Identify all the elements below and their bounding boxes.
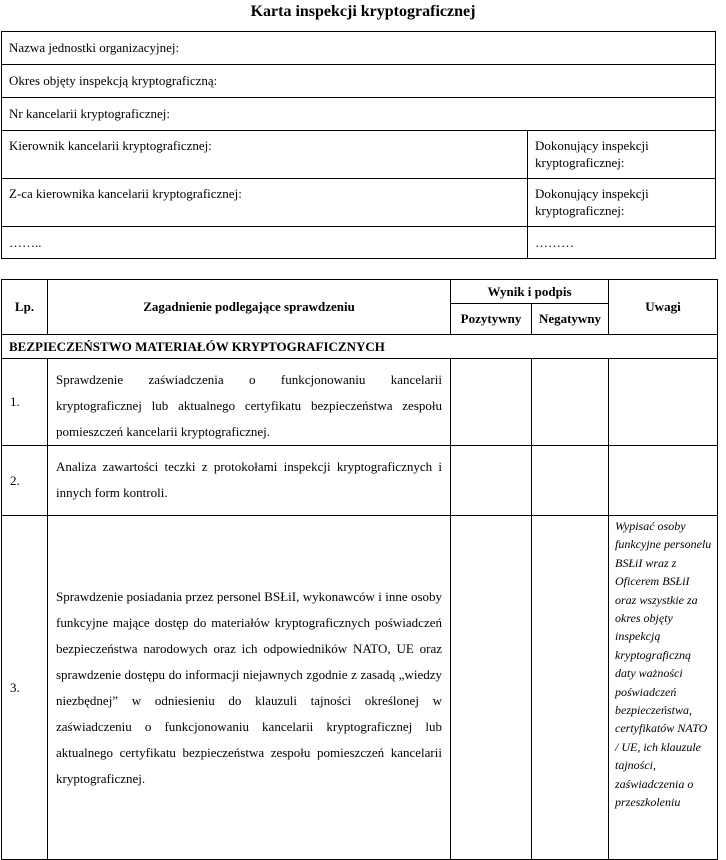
inspection-info-table	[1, 31, 716, 259]
checklist-table	[1, 279, 718, 860]
unit-name-field[interactable]: Nazwa jednostki organizacyjnej:	[2, 32, 716, 65]
negative-cell[interactable]	[532, 359, 609, 446]
info-row-head	[2, 131, 716, 179]
head-inspector-field[interactable]: Dokonujący inspekcji kryptograficznej:	[528, 131, 716, 179]
period-field[interactable]: Okres objęty inspekcją kryptograficzną:	[2, 65, 716, 98]
deputy-field[interactable]: Z-ca kierownika kancelarii kryptograficznej:	[2, 179, 528, 227]
row-description: Sprawdzenie posiadania przez personel BSŁiI, wykonawców i inne osoby funkcyjne mające dostęp do materiałów kryptograficznych poświadczeń bezpieczeństwa narodowych oraz ich odpowiedników NATO, UE oraz sprawdzenie dostępu do informacji niejawnych zgodnie z zasadą „wiedzy niezbędnej” w odniesieniu do klauzuli tajności określonej w zaświadczeniu o funkcjonowaniu kancelarii kryptograficznej lub aktualnego certyfikatu bezpieczeństwa zespołu pomieszczeń kancelarii kryptograficznej.	[48, 516, 451, 860]
column-header-result: Wynik i podpis	[451, 280, 609, 304]
column-header-issue: Zagadnienie podlegające sprawdzeniu	[48, 280, 451, 335]
section-title: BEZPIECZEŃSTWO MATERIAŁÓW KRYPTOGRAFICZNYCH	[2, 335, 718, 359]
office-number-field[interactable]: Nr kancelarii kryptograficznej:	[2, 98, 716, 131]
column-header-notes: Uwagi	[609, 280, 718, 335]
table-row	[2, 359, 718, 446]
dots-left[interactable]: ……..	[2, 227, 528, 259]
row-description: Analiza zawartości teczki z protokołami inspekcji kryptograficznych i innych form kontroli.	[48, 446, 451, 516]
notes-cell[interactable]	[609, 359, 718, 446]
row-number: 2.	[2, 446, 48, 516]
column-header-lp: Lp.	[2, 280, 48, 335]
head-field[interactable]: Kierownik kancelarii kryptograficznej:	[2, 131, 528, 179]
info-row-office	[2, 98, 716, 131]
positive-cell[interactable]	[451, 516, 532, 860]
row-description: Sprawdzenie zaświadczenia o funkcjonowaniu kancelarii kryptograficznej lub aktualnego certyfikatu bezpieczeństwa zespołu pomieszczeń kancelarii kryptograficznej.	[48, 359, 451, 446]
info-row-unit	[2, 32, 716, 65]
column-header-negative: Negatywny	[532, 304, 609, 335]
table-row	[2, 446, 718, 516]
info-row-period	[2, 65, 716, 98]
negative-cell[interactable]	[532, 516, 609, 860]
table-row	[2, 516, 718, 860]
notes-cell[interactable]	[609, 446, 718, 516]
info-row-dots	[2, 227, 716, 259]
section-row	[2, 335, 718, 359]
positive-cell[interactable]	[451, 446, 532, 516]
negative-cell[interactable]	[532, 446, 609, 516]
positive-cell[interactable]	[451, 359, 532, 446]
page-title: Karta inspekcji kryptograficznej	[250, 3, 476, 20]
deputy-inspector-field[interactable]: Dokonujący inspekcji kryptograficznej:	[528, 179, 716, 227]
column-header-positive: Pozytywny	[451, 304, 532, 335]
row-number: 1.	[2, 359, 48, 446]
row-number: 3.	[2, 516, 48, 860]
dots-right[interactable]: ………	[528, 227, 716, 259]
notes-cell[interactable]: Wypisać osoby funkcyjne personelu BSŁiI wraz z Oficerem BSŁiI oraz wszystkie za okres objęty inspekcją kryptograficzną daty ważności poświadczeń bezpieczeństwa, certyfikatów NATO / UE, ich klauzule tajności, zaświadczenia o przeszkoleniu	[609, 516, 718, 860]
info-row-deputy	[2, 179, 716, 227]
header-row	[2, 280, 718, 304]
